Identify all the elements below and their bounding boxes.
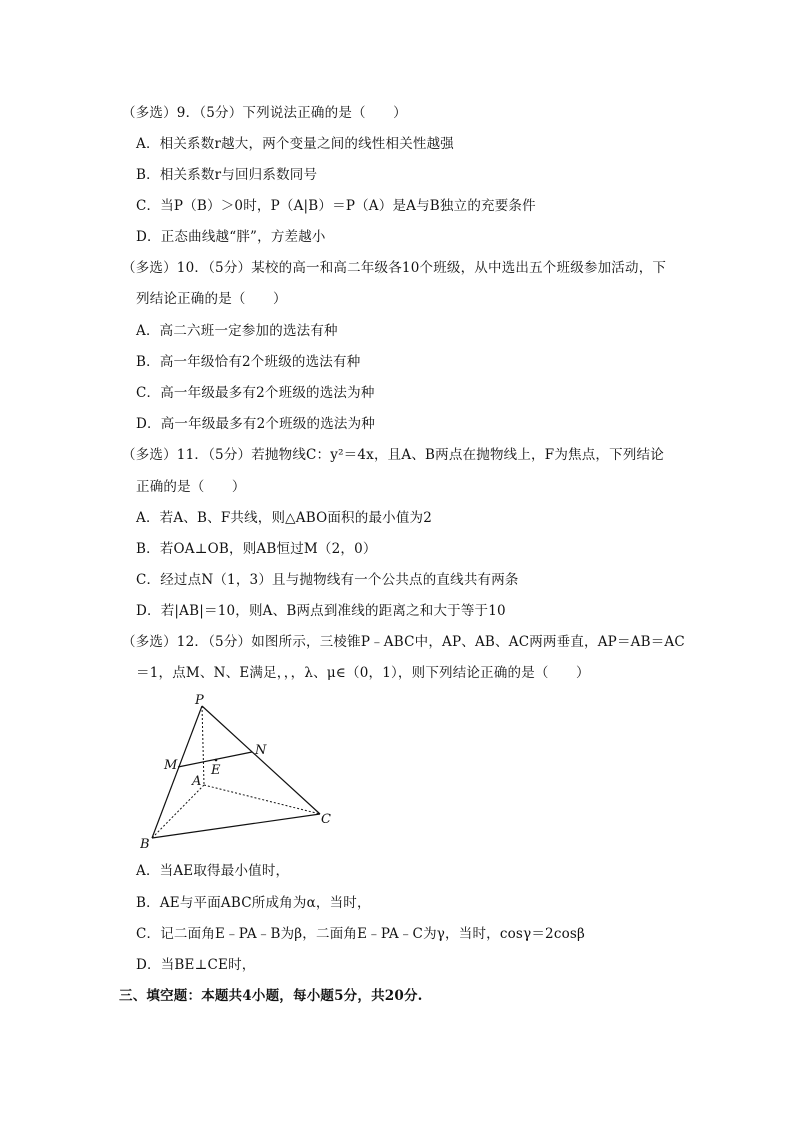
q9-option-c: C．当P（B）＞0时，P（A|B）＝P（A）是A与B独立的充要条件: [136, 198, 536, 214]
section-3-heading: 三、填空题：本题共4小题，每小题5分，共20分.: [119, 988, 423, 1004]
q10-option-d: D．高一年级最多有2个班级的选法为种: [136, 416, 376, 432]
q10-option-c: C．高一年级最多有2个班级的选法为种: [136, 385, 375, 401]
q9-stem: （多选）9．（5分）下列说法正确的是（ ）: [122, 105, 407, 121]
q12-option-d: D．当BE⊥CE时，: [136, 957, 256, 973]
edge-ac: [204, 785, 320, 814]
q11-option-b: B．若OA⊥OB，则AB恒过M（2，0）: [136, 541, 377, 557]
label-b: B: [140, 837, 150, 850]
edge-pc: [202, 706, 320, 814]
label-a: A: [192, 774, 202, 789]
edge-bc: [152, 814, 320, 838]
label-e: E: [211, 763, 221, 778]
edge-pa: [202, 706, 204, 785]
label-c: C: [321, 812, 331, 827]
q9-option-d: D．正态曲线越“胖”，方差越小: [136, 229, 326, 245]
label-n: N: [255, 743, 267, 758]
q10-stem: （多选）10．（5分）某校的高一和高二年级各10个班级，从中选出五个班级参加活动，下: [122, 260, 667, 276]
q12-stem-cont: ＝1，点M、N、E满足，，，λ、μ∈（0，1），则下列结论正确的是（ ）: [136, 665, 590, 681]
label-p: P: [195, 693, 204, 708]
q12-option-a: A．当AE取得最小值时，: [136, 863, 290, 879]
q10-option-b: B．高一年级恰有2个班级的选法有种: [136, 354, 361, 370]
q11-option-c: C．经过点N（1，3）且与抛物线有一个公共点的直线共有两条: [136, 572, 519, 588]
q12-option-c: C．记二面角E﹣PA﹣B为β，二面角E﹣PA﹣C为γ，当时，cosγ＝2cosβ: [136, 926, 586, 942]
q9-option-b: B．相关系数r与回归系数同号: [136, 167, 318, 183]
q10-stem-cont: 列结论正确的是（ ）: [136, 291, 287, 307]
q11-option-a: A．若A、B、F共线，则△ABO面积的最小值为2: [136, 510, 433, 526]
q11-stem: （多选）11．（5分）若抛物线C：y²＝4x，且A、B两点在抛物线上，F为焦点，下列结论: [122, 447, 664, 463]
label-m: M: [164, 758, 178, 773]
q9-option-a: A．相关系数r越大，两个变量之间的线性相关性越强: [136, 136, 455, 152]
q11-stem-cont: 正确的是（ ）: [136, 479, 246, 495]
point-e: [215, 759, 218, 762]
q10-option-a: A．高二六班一定参加的选法有种: [136, 323, 338, 339]
q11-option-d: D．若|AB|＝10，则A、B两点到准线的距离之和大于等于10: [136, 603, 506, 619]
q12-option-b: B．AE与平面ABC所成角为α，当时，: [136, 895, 371, 911]
edge-ab: [152, 785, 204, 838]
tetrahedron-figure: [140, 690, 350, 850]
q12-stem: （多选）12．（5分）如图所示，三棱锥P﹣ABC中，AP、AB、AC两两垂直，AP＝AB＝AC: [122, 634, 685, 650]
